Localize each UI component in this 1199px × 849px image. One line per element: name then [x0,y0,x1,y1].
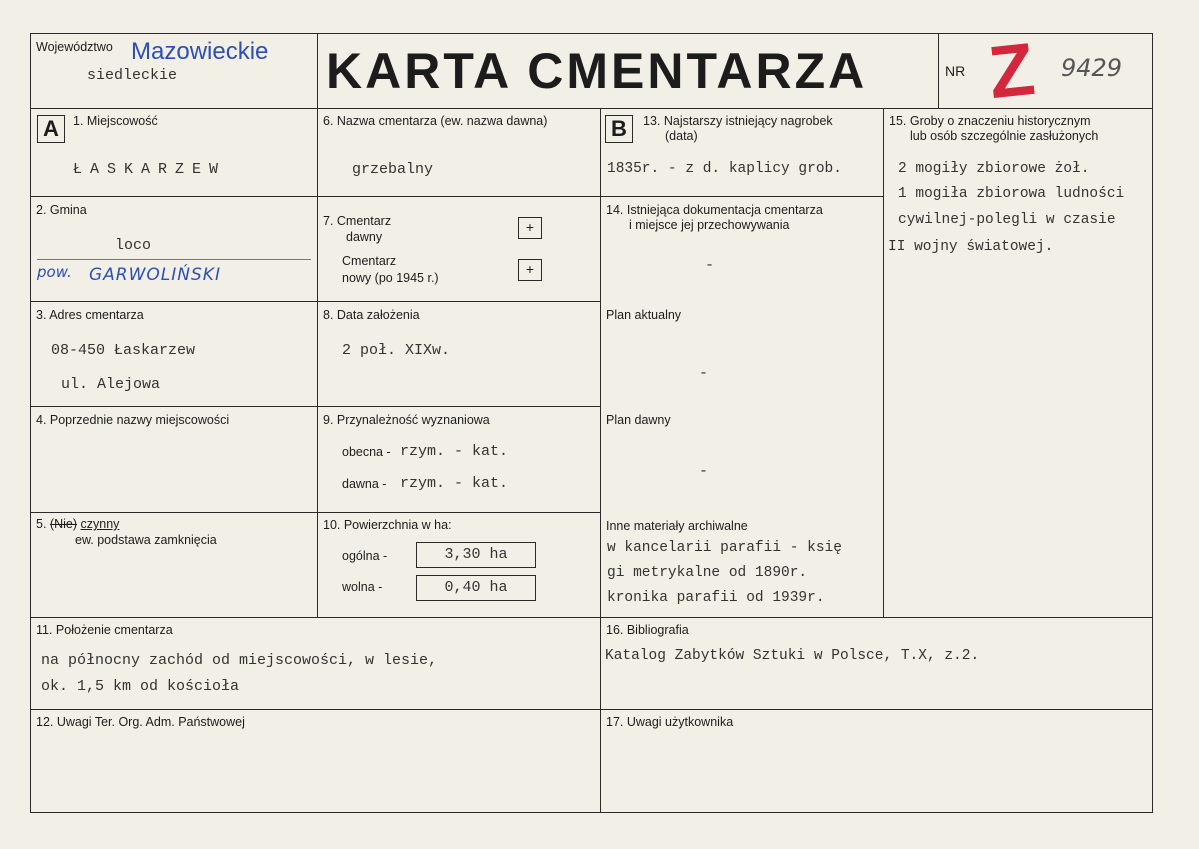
field-12-cell [30,709,601,813]
field-9-cell [317,406,601,513]
field-1-label: 1. Miejscowość [73,114,158,128]
field-2-pow-prefix: pow. [37,263,72,281]
field-14-inne-line: w kancelarii parafii - księ [607,540,842,556]
field-9-dawna-label: dawna - [342,477,387,491]
field-11-line2: ok. 1,5 km od kościoła [41,678,240,695]
field-14-plan-dawny-label: Plan dawny [606,413,671,427]
field-7-checkbox-dawny[interactable]: + [518,217,542,239]
wojewodztwo-typed: siedleckie [87,67,178,84]
section-b-badge: B [605,115,633,143]
field-15-cell [883,108,1153,618]
field-5-label: 5. (Nie) czynny [36,517,120,531]
title-cell [317,33,939,109]
field-10-wolna-label: wolna - [342,580,383,594]
field-9-dawna-value: rzym. - kat. [400,475,509,492]
field-17-cell [600,709,1153,813]
field-15-line: II wojny światowej. [888,239,1054,255]
field-14-plan-dawny-value: - [699,463,709,480]
field-14-inne-label: Inne materiały archiwalne [606,519,748,533]
field-14-inne-line: kronika parafii od 1939r. [607,590,825,606]
nr-number: 9429 [1061,54,1123,82]
field-9-obecna-label: obecna - [342,445,391,459]
field-8-cell [317,301,601,407]
field-3-label: 3. Adres cmentarza [36,308,144,322]
field-12-label: 12. Uwagi Ter. Org. Adm. Państwowej [36,715,245,729]
field-3-cell [30,301,318,407]
nr-cell [938,26,1153,115]
field-11-line1: na północny zachód od miejscowości, w lesie, [41,652,438,669]
field-3-line1: 08-450 Łaskarzew [51,342,196,359]
field-8-label: 8. Data założenia [323,308,420,322]
field-13-cell [600,108,884,197]
field-11-cell [30,617,601,710]
field-2-underline [37,259,311,260]
field-6-label: 6. Nazwa cmentarza (ew. nazwa dawna) [323,114,548,128]
field-2-value: loco [115,237,152,254]
field-10-ogolna-label: ogólna - [342,549,388,563]
field-1-value: ŁASKARZEW [73,161,227,178]
field-15-label2: lub osób szczególnie zasłużonych [910,129,1099,143]
field-13-label2: (data) [665,129,698,143]
field-14-cell [600,196,884,618]
nr-label: NR [945,63,966,79]
field-7-label-dawny-2: dawny [346,230,383,244]
field-14-plan-aktualny-value: - [699,365,709,382]
field-14-plan-aktualny-label: Plan aktualny [606,308,682,322]
field-9-label: 9. Przynależność wyznaniowa [323,413,490,427]
field-15-line: cywilnej-polegli w czasie [898,212,1116,228]
field-14-doc-value: - [705,257,715,274]
field-10-wolna-value: 0,40 ha [416,575,536,601]
wojewodztwo-cell [30,33,318,109]
field-13-value: 1835r. - z d. kaplicy grob. [607,161,842,177]
cemetery-card [30,26,1153,813]
field-3-line2: ul. Alejowa [61,376,161,393]
field-15-label1: 15. Groby o znaczeniu historycznym [889,114,1091,128]
nr-red-mark: Z [984,26,1039,115]
section-a-badge: A [37,115,65,143]
field-16-cell [600,617,1153,710]
field-15-line: 1 mogiła zbiorowa ludności [898,186,1125,202]
field-7-label-dawny-1: 7. Cmentarz [323,214,392,228]
field-7-label-nowy-1: Cmentarz [342,254,397,268]
field-5-label2: ew. podstawa zamknięcia [75,533,217,547]
field-14-inne-line: gi metrykalne od 1890r. [607,565,808,581]
field-13-label1: 13. Najstarszy istniejący nagrobek [643,114,833,128]
field-16-label: 16. Bibliografia [606,623,689,637]
field-2-label: 2. Gmina [36,203,87,217]
wojewodztwo-label: Województwo [36,40,113,54]
field-5-cell [30,512,318,618]
field-10-ogolna-value: 3,30 ha [416,542,536,568]
field-6-value: grzebalny [352,161,434,178]
field-4-label: 4. Poprzednie nazwy miejscowości [36,413,230,427]
field-7-cell [317,196,601,302]
field-8-value: 2 poł. XIXw. [342,342,451,359]
field-16-value: Katalog Zabytków Sztuki w Polsce, T.X, z.2. [605,648,980,664]
field-14-label2: i miejsce jej przechowywania [629,218,790,232]
field-6-cell [317,108,601,197]
field-14-label1: 14. Istniejąca dokumentacja cmentarza [606,203,823,217]
card-title: KARTA CMENTARZA [326,43,868,99]
field-5-struck: (Nie) [49,517,78,531]
field-1-cell [30,108,318,197]
field-4-cell [30,406,318,513]
field-9-obecna-value: rzym. - kat. [400,443,509,460]
field-10-label: 10. Powierzchnia w ha: [323,518,452,532]
field-7-checkbox-nowy[interactable]: + [518,259,542,281]
field-11-label: 11. Położenie cmentarza [36,623,173,637]
field-15-line: 2 mogiły zbiorowe żoł. [898,161,1090,177]
field-2-cell [30,196,318,302]
wojewodztwo-stamp: Mazowieckie [131,38,269,65]
field-2-pow-value: GARWOLIŃSKI [89,265,221,285]
field-10-cell [317,512,601,618]
field-7-label-nowy-2: nowy (po 1945 r.) [342,271,439,285]
field-17-label: 17. Uwagi użytkownika [606,715,734,729]
